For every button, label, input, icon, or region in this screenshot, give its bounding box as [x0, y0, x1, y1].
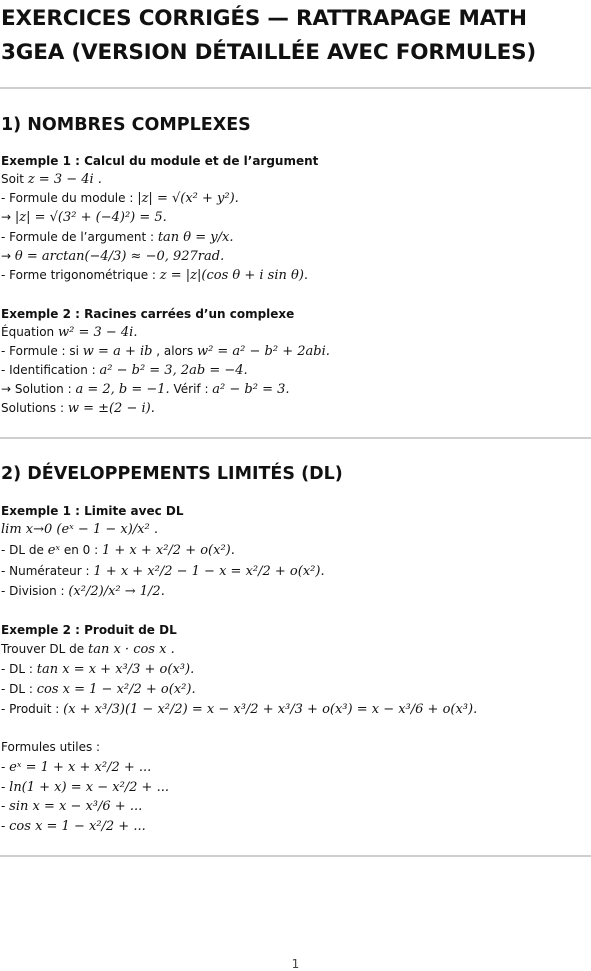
formula-line: - Formule du module : |z| = √(x² + y²). — [1, 191, 239, 206]
formulas-title: Formules utiles : — [1, 740, 101, 754]
formula-line: Solutions : w = ±(2 − i). — [1, 401, 155, 416]
formula-line: - DL de eˣ en 0 : 1 + x + x²/2 + o(x²). — [1, 543, 235, 558]
section-divider — [0, 855, 591, 857]
formula-line: Soit z = 3 − 4i . — [1, 172, 102, 187]
section-divider — [0, 437, 591, 439]
formula-line: lim x→0 (eˣ − 1 − x)/x² . — [1, 522, 158, 537]
formula-line: Trouver DL de tan x · cos x . — [1, 642, 175, 657]
formula-line: - DL : tan x = x + x³/3 + o(x³). — [1, 662, 195, 677]
document-title: EXERCICES CORRIGÉS — RATTRAPAGE MATH 3GEA (VERSION DÉTAILLÉE AVEC FORMULES) — [1, 6, 537, 65]
formula-line: Équation w² = 3 − 4i. — [1, 325, 138, 340]
formula-line: → |z| = √(3² + (−4)²) = 5. — [1, 210, 167, 225]
formula-line: - ln(1 + x) = x − x²/2 + ... — [1, 780, 169, 795]
formula-line: - Formule de l’argument : tan θ = y/x. — [1, 230, 234, 245]
formula-line: - sin x = x − x³/6 + ... — [1, 799, 143, 814]
formula-line: - Division : (x²/2)/x² → 1/2. — [1, 584, 165, 599]
formula-line: - DL : cos x = 1 − x²/2 + o(x²). — [1, 682, 196, 697]
formula-line: - eˣ = 1 + x + x²/2 + ... — [1, 760, 152, 775]
example-title: Exemple 1 : Calcul du module et de l’argument — [1, 154, 319, 168]
formula-line: - cos x = 1 − x²/2 + ... — [1, 819, 146, 834]
formula-line: - Forme trigonométrique : z = |z|(cos θ + i sin θ). — [1, 268, 309, 283]
example-title: Exemple 1 : Limite avec DL — [1, 504, 184, 518]
section-heading-complex-numbers: 1) NOMBRES COMPLEXES — [1, 115, 251, 135]
example-title: Exemple 2 : Produit de DL — [1, 623, 177, 637]
section-heading-limited-developments: 2) DÉVELOPPEMENTS LIMITÉS (DL) — [1, 464, 343, 484]
page-number: 1 — [291, 957, 300, 971]
formula-line: → Solution : a = 2, b = −1. Vérif : a² − b² = 3. — [1, 382, 290, 397]
formula-line: - Formule : si w = a + ib , alors w² = a² − b² + 2abi. — [1, 344, 330, 359]
example-title: Exemple 2 : Racines carrées d’un complexe — [1, 307, 295, 321]
formula-line: - Numérateur : 1 + x + x²/2 − 1 − x = x²/2 + o(x²). — [1, 564, 325, 579]
formula-line: - Identification : a² − b² = 3, 2ab = −4. — [1, 363, 248, 378]
section-divider — [0, 87, 591, 89]
formula-line: → θ = arctan(−4/3) ≈ −0, 927rad. — [1, 249, 225, 264]
formula-line: - Produit : (x + x³/3)(1 − x²/2) = x − x³/2 + x³/3 + o(x³) = x − x³/6 + o(x³). — [1, 702, 478, 717]
